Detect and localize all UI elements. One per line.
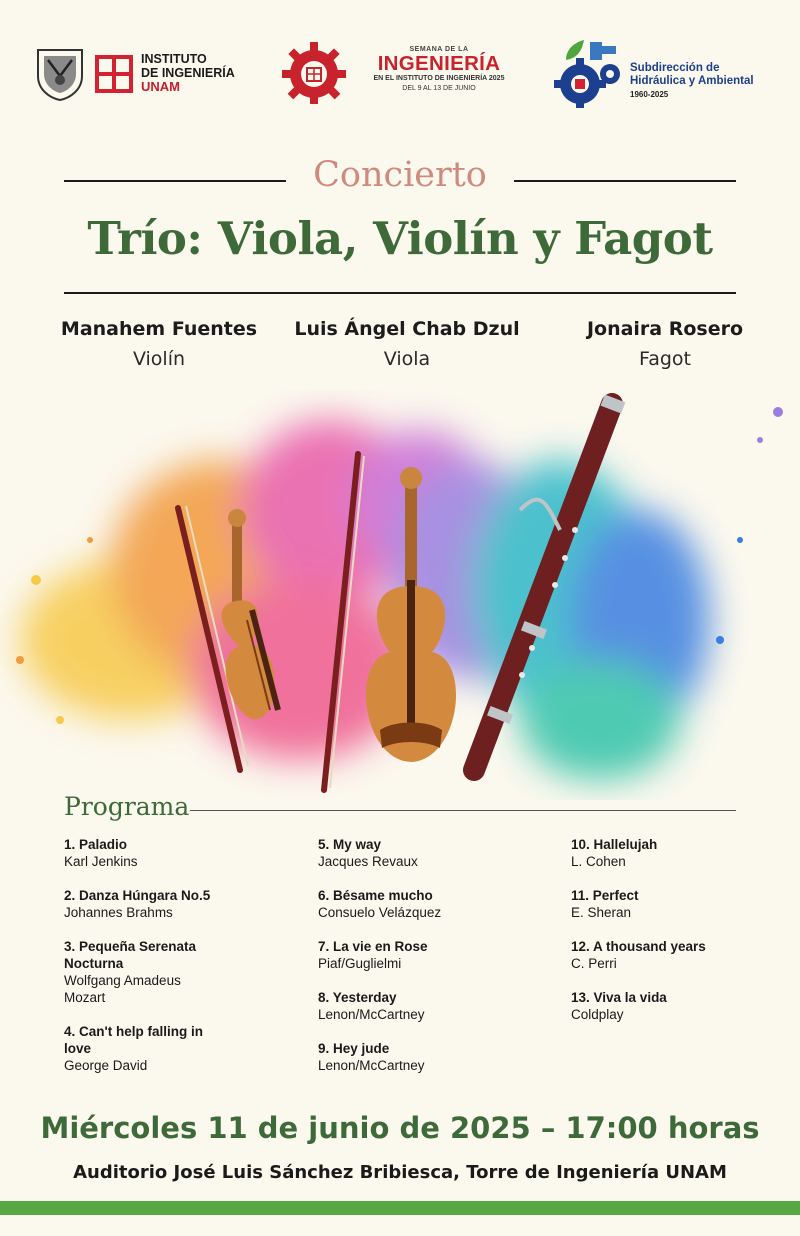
instituto-ingenieria-name (141, 52, 235, 94)
semana-line4: DEL 9 AL 13 DE JUNIO (402, 85, 476, 92)
performer-instrument: Viola (383, 348, 431, 370)
title-rule-bottom (64, 292, 736, 294)
program-item (64, 1023, 229, 1074)
subdireccion-logo (552, 38, 626, 108)
program-rule (190, 810, 736, 811)
program-item (64, 836, 274, 870)
song-title: 2. Danza Húngara No.5 (64, 888, 211, 903)
song-title: 8. Yesterday (318, 990, 397, 1005)
song-author: Piaf/Guglielmi (318, 956, 402, 971)
event-venue: Auditorio José Luis Sánchez Bribiesca, Torre de Ingeniería UNAM (73, 1162, 727, 1183)
song-title: 1. Paladio (64, 837, 128, 852)
song-author: Lenon/McCartney (318, 1058, 425, 1073)
song-title: 13. Viva la vida (571, 990, 667, 1005)
program-item (318, 989, 528, 1023)
song-title: 11. Perfect (571, 888, 639, 903)
song-author: George David (64, 1058, 148, 1073)
song-author: Lenon/McCartney (318, 1007, 425, 1022)
song-author: E. Sheran (571, 905, 632, 920)
instruments-illustration (0, 390, 800, 800)
ii-line2: DE INGENIERÍA (141, 66, 235, 80)
song-title: 9. Hey jude (318, 1041, 390, 1056)
ii-line3: UNAM (141, 79, 180, 94)
sub-line1: Subdirección de (630, 62, 720, 74)
song-author: L. Cohen (571, 854, 626, 869)
performer-3 (550, 318, 780, 370)
song-author: Johannes Brahms (64, 905, 173, 920)
program-item (571, 938, 781, 972)
semana-line2: INGENIERÍA (377, 52, 501, 75)
song-title: 3. Pequeña Serenata Nocturna (64, 939, 197, 971)
instituto-ingenieria-logo (95, 55, 133, 93)
performer-name: Jonaira Rosero (586, 318, 744, 340)
watercolor-splash (20, 420, 710, 780)
program-item (571, 836, 781, 870)
program-item (571, 989, 781, 1023)
event-title: Trío: Viola, Violín y Fagot (87, 212, 713, 265)
subdireccion-name (630, 62, 754, 101)
program-heading: Programa (64, 792, 190, 821)
song-title: 6. Bésame mucho (318, 888, 433, 903)
song-title: 7. La vie en Rose (318, 939, 428, 954)
event-date: Miércoles 11 de junio de 2025 – 17:00 horas (40, 1111, 760, 1145)
program-item (571, 887, 781, 921)
program-column-2 (318, 836, 528, 1091)
performer-1 (44, 318, 274, 370)
program-item (318, 1040, 528, 1074)
song-title: 10. Hallelujah (571, 837, 658, 852)
performer-instrument: Violín (132, 348, 186, 370)
performer-name: Luis Ángel Chab Dzul (294, 318, 520, 340)
performer-2 (292, 318, 522, 370)
program-column-3 (571, 836, 781, 1040)
program-item (64, 887, 274, 921)
unam-shield-logo (34, 46, 86, 102)
program-item (64, 938, 214, 1006)
performer-instrument: Fagot (639, 348, 691, 370)
sub-years: 1960-2025 (630, 90, 669, 99)
semana-line1: SEMANA DE LA (409, 46, 469, 53)
event-kind: Concierto (313, 155, 487, 195)
song-title: 5. My way (318, 837, 382, 852)
song-author: C. Perri (571, 956, 617, 971)
song-author: Jacques Revaux (318, 854, 418, 869)
song-author: Consuelo Velázquez (318, 905, 442, 920)
program-item (318, 887, 528, 921)
song-title: 12. A thousand years (571, 939, 706, 954)
sub-line2: Hidráulica y Ambiental (630, 75, 754, 87)
program-item (318, 938, 528, 972)
semana-gear-logo (270, 38, 358, 104)
performer-name: Manahem Fuentes (60, 318, 258, 340)
semana-ingenieria-text (366, 46, 512, 92)
program-column-1 (64, 836, 274, 1091)
ii-line1: INSTITUTO (141, 52, 207, 66)
bottom-bar (0, 1201, 800, 1215)
program-item (318, 836, 528, 870)
song-author: Wolfgang Amadeus Mozart (64, 973, 181, 1005)
semana-line3: EN EL INSTITUTO DE INGENIERÍA 2025 (373, 75, 505, 82)
song-author: Coldplay (571, 1007, 624, 1022)
song-author: Karl Jenkins (64, 854, 138, 869)
song-title: 4. Can't help falling in love (64, 1024, 203, 1056)
